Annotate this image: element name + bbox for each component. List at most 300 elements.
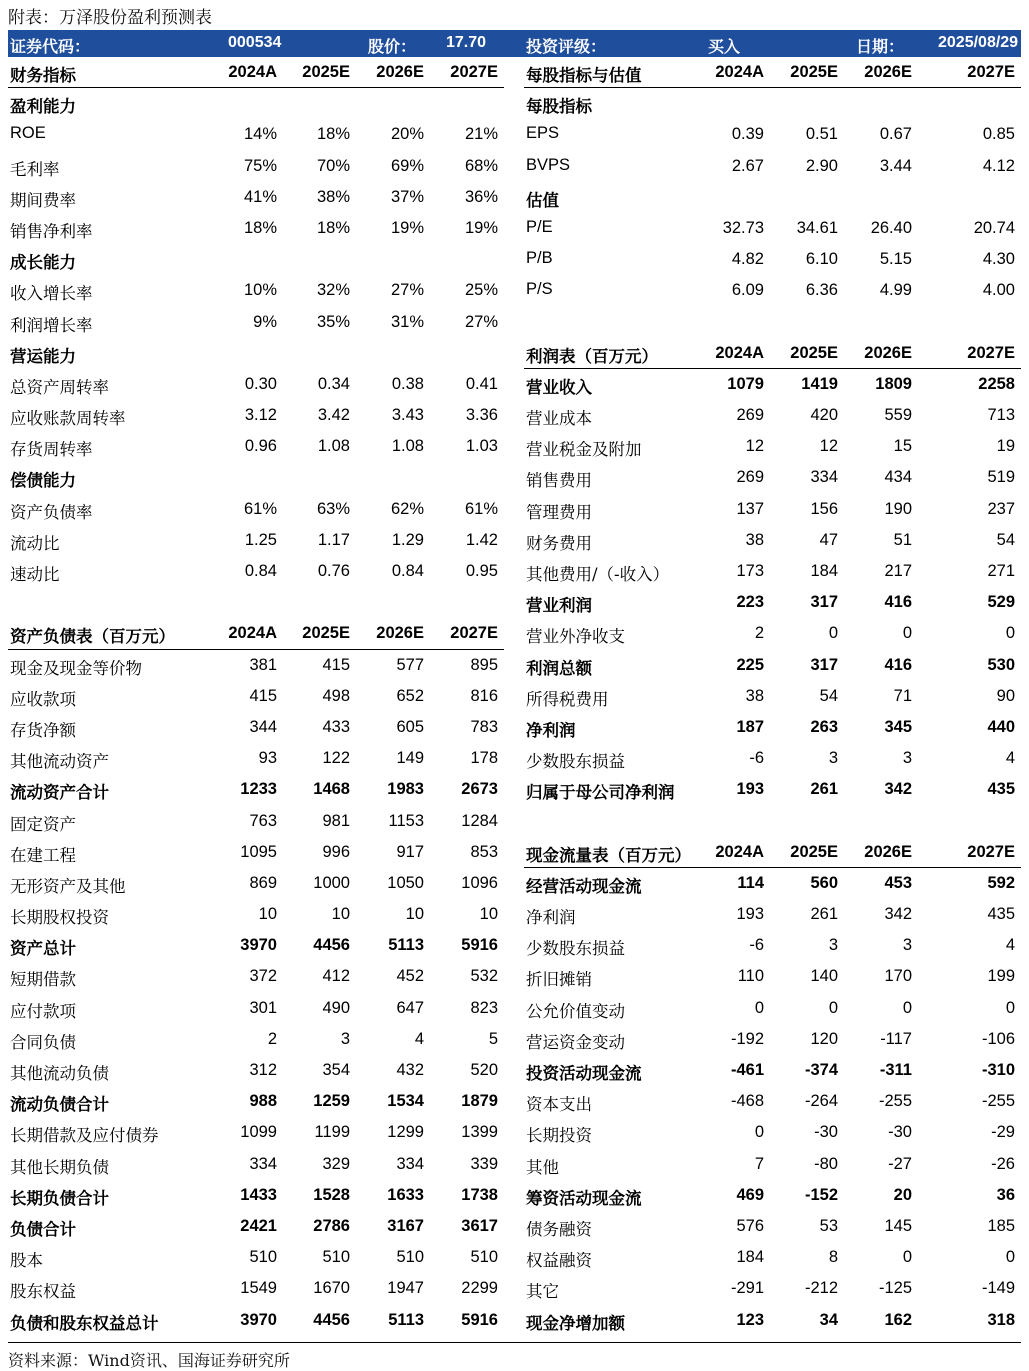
- left-table-column: [8, 57, 504, 1336]
- table-row: [8, 1305, 504, 1336]
- cell-value: 0.84: [391, 562, 424, 580]
- cell-value: 434: [884, 468, 912, 487]
- table-row: [8, 993, 504, 1024]
- table-row: [524, 369, 1021, 400]
- row-label: 其他长期负债: [10, 1157, 109, 1177]
- table-row: [524, 743, 1021, 774]
- cell-value: 981: [322, 811, 350, 830]
- cell-value: -6: [749, 749, 764, 768]
- cell-value: 2: [754, 624, 764, 643]
- table-row: [524, 774, 1021, 805]
- table-row: [8, 182, 504, 213]
- cell-value: 0.41: [465, 374, 498, 393]
- cell-value: 62%: [390, 499, 424, 518]
- cell-value: 2025E: [302, 63, 350, 81]
- cell-value: -26: [991, 1154, 1015, 1173]
- table-row: [8, 1242, 504, 1273]
- table-row: [8, 119, 504, 150]
- row-label: 股本: [10, 1251, 43, 1271]
- cell-value: 170: [884, 967, 912, 986]
- table-row: [8, 400, 504, 431]
- cell-value: -106: [981, 1029, 1015, 1048]
- cell-value: 317: [810, 593, 838, 612]
- table-row: [524, 961, 1021, 992]
- cell-value: 6.09: [731, 281, 764, 300]
- row-label: 财务指标: [10, 66, 76, 85]
- table-row: [524, 307, 1021, 338]
- row-label: 短期借款: [10, 970, 76, 990]
- cell-value: 532: [470, 967, 498, 986]
- cell-value: 12: [819, 437, 838, 456]
- row-label: 流动负债合计: [10, 1095, 109, 1115]
- row-label: 其他流动资产: [10, 752, 109, 772]
- row-label: 盈利能力: [10, 97, 76, 117]
- table-row: [8, 525, 504, 556]
- cell-value: 53: [819, 1216, 838, 1235]
- cell-value: 1670: [313, 1279, 350, 1298]
- cell-value: 20.74: [973, 218, 1015, 237]
- cell-value: 63%: [316, 499, 350, 518]
- cell-value: 123: [736, 1310, 764, 1329]
- cell-value: 312: [249, 1061, 277, 1079]
- row-label: 公允价值变动: [526, 1001, 625, 1021]
- cell-value: 3: [902, 936, 912, 955]
- price-label: 股价：: [368, 37, 417, 56]
- row-label: 其他费用/（-收入）: [526, 565, 670, 584]
- row-label: 归属于母公司净利润: [526, 783, 675, 803]
- table-row: [8, 275, 504, 306]
- cell-value: 263: [810, 717, 838, 736]
- cell-value: 988: [249, 1092, 277, 1111]
- table-row: [8, 1273, 504, 1304]
- row-label: 资产负债表（百万元）: [10, 627, 175, 647]
- table-row: [8, 151, 504, 182]
- cell-value: 605: [396, 717, 424, 736]
- table-row: [524, 400, 1021, 431]
- row-label: 在建工程: [10, 845, 76, 865]
- cell-value: -255: [878, 1092, 912, 1111]
- cell-value: 435: [987, 905, 1015, 924]
- row-label: 长期股权投资: [10, 908, 109, 928]
- row-label: 资产负债率: [10, 502, 93, 522]
- cell-value: 713: [987, 406, 1015, 425]
- cell-value: 47: [819, 530, 838, 549]
- date-label: 日期：: [856, 37, 905, 56]
- cell-value: 12: [745, 437, 764, 456]
- cell-value: 34.61: [796, 218, 838, 237]
- cell-value: 5.15: [879, 250, 912, 269]
- cell-value: 895: [470, 655, 498, 674]
- row-label: 其他流动负债: [10, 1064, 109, 1083]
- row-label: 应付款项: [10, 1001, 76, 1021]
- row-label: BVPS: [526, 155, 571, 174]
- table-header-row: [524, 338, 1021, 369]
- cell-value: 18%: [243, 218, 277, 237]
- cell-value: 25%: [464, 281, 498, 300]
- cell-value: -192: [730, 1029, 764, 1048]
- cell-value: 1050: [387, 873, 424, 892]
- table-row: [524, 1305, 1021, 1336]
- row-label: 少数股东损益: [526, 939, 625, 959]
- cell-value: 1284: [461, 811, 498, 830]
- cell-value: 70%: [316, 156, 350, 175]
- cell-value: 27%: [464, 312, 498, 331]
- cell-value: 20: [893, 1185, 912, 1204]
- cell-value: 122: [322, 749, 350, 768]
- cell-value: 4456: [313, 1310, 350, 1329]
- cell-value: 1233: [240, 780, 277, 799]
- cell-value: 19: [996, 437, 1015, 456]
- cell-value: 3.36: [465, 406, 498, 425]
- table-row: [524, 1149, 1021, 1180]
- row-label: 成长能力: [10, 253, 76, 273]
- row-label: 投资活动现金流: [526, 1064, 642, 1083]
- section-heading-row: [524, 88, 1021, 119]
- cell-value: 1419: [801, 374, 838, 393]
- cell-value: 18%: [316, 125, 350, 144]
- cell-value: 372: [249, 967, 277, 986]
- cell-value: 3: [828, 749, 838, 768]
- cell-value: 416: [884, 593, 912, 612]
- cell-value: 823: [470, 998, 498, 1017]
- cell-value: 1.03: [465, 437, 498, 456]
- table-row: [8, 961, 504, 992]
- row-label: 资产总计: [10, 939, 76, 959]
- row-label: 债务融资: [526, 1219, 592, 1239]
- cell-value: 647: [396, 998, 424, 1017]
- row-label: 固定资产: [10, 814, 76, 834]
- table-row: [524, 151, 1021, 182]
- row-label: 偿债能力: [10, 471, 76, 491]
- cell-value: -310: [981, 1061, 1015, 1079]
- table-row: [524, 1211, 1021, 1242]
- cell-value: 0: [902, 624, 912, 643]
- cell-value: 0.39: [731, 125, 764, 144]
- row-label: 营业税金及附加: [526, 440, 642, 460]
- cell-value: 75%: [243, 156, 277, 175]
- row-label: 收入增长率: [10, 284, 93, 304]
- section-heading-row: [8, 244, 504, 275]
- table-row: [8, 307, 504, 338]
- cell-value: 0: [902, 998, 912, 1017]
- table-row: [8, 650, 504, 681]
- cell-value: 110: [737, 967, 764, 986]
- cell-value: 2026E: [376, 624, 424, 643]
- cell-value: 1199: [314, 1123, 350, 1142]
- cell-value: 18%: [316, 218, 350, 237]
- row-label: 应收款项: [10, 689, 76, 709]
- cell-value: 440: [987, 717, 1015, 736]
- cell-value: 90: [996, 686, 1015, 705]
- row-label: 营业成本: [526, 409, 592, 429]
- table-row: [8, 1024, 504, 1055]
- cell-value: 1.25: [244, 530, 277, 549]
- cell-value: 4: [414, 1029, 424, 1048]
- cell-value: 334: [249, 1154, 277, 1173]
- cell-value: -311: [879, 1061, 912, 1079]
- row-label: 净利润: [526, 908, 576, 928]
- cell-value: 0: [1005, 1248, 1015, 1267]
- row-label: 股东权益: [10, 1282, 76, 1302]
- cell-value: 0: [902, 1248, 912, 1267]
- row-label: 毛利率: [10, 159, 60, 179]
- table-row: [524, 868, 1021, 899]
- cell-value: -152: [804, 1185, 838, 1204]
- cell-value: 34: [819, 1310, 838, 1329]
- cell-value: 520: [470, 1061, 498, 1079]
- cell-value: 184: [810, 562, 838, 580]
- cell-value: 3970: [240, 936, 277, 955]
- cell-value: 592: [987, 873, 1015, 892]
- cell-value: 1528: [313, 1185, 350, 1204]
- cell-value: 120: [810, 1029, 838, 1048]
- cell-value: 329: [322, 1154, 350, 1173]
- cell-value: 269: [736, 468, 764, 487]
- cell-value: 14%: [243, 125, 277, 144]
- row-label: 现金流量表（百万元）: [526, 845, 691, 865]
- table-row: [8, 213, 504, 244]
- table-header-row: [8, 618, 504, 649]
- cell-value: -125: [878, 1279, 912, 1298]
- cell-value: 2786: [313, 1216, 350, 1235]
- cell-value: 6.36: [805, 281, 838, 300]
- cell-value: -149: [981, 1279, 1015, 1298]
- cell-value: 269: [736, 406, 764, 425]
- cell-value: 2024A: [715, 842, 764, 861]
- table-row: [8, 899, 504, 930]
- cell-value: 10: [479, 905, 498, 924]
- cell-value: 1947: [387, 1279, 424, 1298]
- cell-value: 432: [396, 1061, 424, 1079]
- cell-value: 1738: [461, 1185, 498, 1204]
- cell-value: 2673: [461, 780, 498, 799]
- table-row: [8, 1149, 504, 1180]
- cell-value: 3167: [387, 1216, 424, 1235]
- table-header-row: [524, 57, 1021, 88]
- cell-value: 3.44: [879, 156, 912, 175]
- row-label: 速动比: [10, 565, 60, 584]
- cell-value: 6.10: [805, 250, 838, 269]
- row-label: 经营活动现金流: [526, 876, 642, 896]
- cell-value: 61%: [464, 499, 498, 518]
- cell-value: 560: [810, 873, 838, 892]
- cell-value: 10: [331, 905, 350, 924]
- row-label: 其他: [526, 1157, 559, 1177]
- cell-value: 0.38: [391, 374, 424, 393]
- cell-value: 5916: [461, 936, 498, 955]
- cell-value: 32%: [316, 281, 350, 300]
- cell-value: 415: [249, 686, 277, 705]
- row-label: 每股指标: [526, 97, 592, 117]
- cell-value: 345: [884, 717, 912, 736]
- cell-value: 19%: [464, 218, 498, 237]
- cell-value: 3.43: [391, 406, 424, 425]
- table-row: [524, 1086, 1021, 1117]
- row-label: 销售净利率: [10, 221, 93, 241]
- cell-value: 4.99: [879, 281, 912, 300]
- cell-value: 576: [736, 1216, 764, 1235]
- table-row: [8, 774, 504, 805]
- section-heading-row: [8, 338, 504, 369]
- cell-value: 199: [987, 967, 1015, 986]
- cell-value: 853: [470, 842, 498, 861]
- cell-value: 1809: [875, 374, 912, 393]
- row-label: 营业利润: [526, 596, 592, 616]
- row-label: 净利润: [526, 720, 576, 740]
- security-code-label: 证券代码：: [10, 37, 91, 56]
- cell-value: 519: [987, 468, 1015, 487]
- cell-value: 93: [258, 749, 277, 768]
- cell-value: 2024A: [228, 63, 277, 81]
- section-heading-row: [8, 88, 504, 119]
- cell-value: 510: [322, 1248, 350, 1267]
- right-table-column: [524, 57, 1021, 1336]
- cell-value: 1.17: [317, 530, 350, 549]
- row-label: 营运能力: [10, 346, 76, 366]
- cell-value: 4.00: [982, 281, 1015, 300]
- cell-value: 10%: [243, 281, 277, 300]
- table-row: [524, 244, 1021, 275]
- table-caption: 附表：万泽股份盈利预测表: [8, 8, 212, 28]
- row-label: 长期负债合计: [10, 1188, 109, 1208]
- table-row: [8, 1086, 504, 1117]
- cell-value: 490: [322, 998, 350, 1017]
- cell-value: 217: [884, 562, 912, 580]
- table-row: [8, 868, 504, 899]
- cell-value: 435: [987, 780, 1015, 799]
- row-label: 资本支出: [526, 1095, 592, 1115]
- row-label: 利润表（百万元）: [526, 346, 658, 366]
- section-heading-row: [8, 462, 504, 493]
- cell-value: 433: [322, 717, 350, 736]
- table-row: [524, 1273, 1021, 1304]
- cell-value: 1299: [387, 1123, 424, 1142]
- cell-value: 114: [737, 873, 764, 892]
- cell-value: 61%: [243, 499, 277, 518]
- cell-value: 2026E: [864, 63, 912, 81]
- cell-value: 5113: [388, 936, 424, 955]
- cell-value: 4: [1005, 936, 1015, 955]
- cell-value: 453: [884, 873, 912, 892]
- table-row: [8, 930, 504, 961]
- cell-value: 2025E: [790, 343, 838, 362]
- security-code: 000534: [228, 34, 282, 51]
- cell-value: 20%: [390, 125, 424, 144]
- cell-value: 339: [470, 1154, 498, 1173]
- cell-value: 869: [249, 873, 277, 892]
- source-note: 资料来源：Wind资讯、国海证券研究所: [8, 1351, 290, 1370]
- bottom-rule: [8, 1342, 1021, 1343]
- cell-value: 4.12: [982, 156, 1015, 175]
- cell-value: 1079: [727, 374, 764, 393]
- cell-value: 0: [1005, 624, 1015, 643]
- cell-value: 0.34: [317, 374, 350, 393]
- cell-value: -117: [880, 1029, 912, 1048]
- cell-value: 412: [322, 967, 350, 986]
- cell-value: 381: [249, 655, 277, 674]
- date-value: 2025/08/29: [938, 34, 1019, 51]
- cell-value: 2027E: [450, 624, 498, 643]
- cell-value: 0.84: [244, 562, 277, 580]
- cell-value: 415: [322, 655, 350, 674]
- cell-value: 5916: [461, 1310, 498, 1329]
- row-label: 现金及现金等价物: [10, 658, 142, 678]
- cell-value: 2024A: [715, 343, 764, 362]
- row-label: 其它: [526, 1282, 559, 1302]
- cell-value: 3.42: [317, 406, 350, 425]
- cell-value: 37%: [390, 187, 424, 206]
- table-row: [524, 1024, 1021, 1055]
- cell-value: 342: [884, 780, 912, 799]
- cell-value: 9%: [253, 312, 277, 331]
- cell-value: 1.29: [391, 530, 424, 549]
- cell-value: 577: [396, 655, 424, 674]
- cell-value: 2027E: [450, 63, 498, 81]
- cell-value: -264: [804, 1092, 838, 1111]
- cell-value: 187: [736, 717, 764, 736]
- cell-value: 0: [754, 998, 764, 1017]
- table-row: [8, 494, 504, 525]
- cell-value: 21%: [464, 125, 498, 144]
- table-header-row: [8, 57, 504, 88]
- cell-value: 1095: [240, 842, 277, 861]
- cell-value: 2025E: [302, 624, 350, 643]
- row-label: 总资产周转率: [10, 377, 109, 397]
- cell-value: 2027E: [967, 842, 1015, 861]
- table-row: [524, 1117, 1021, 1148]
- cell-value: 3970: [240, 1310, 277, 1329]
- table-row: [8, 587, 504, 618]
- cell-value: 178: [470, 749, 498, 768]
- cell-value: 4456: [313, 936, 350, 955]
- cell-value: 3.12: [244, 406, 277, 425]
- table-row: [524, 618, 1021, 649]
- cell-value: 54: [819, 686, 838, 705]
- table-row: [524, 650, 1021, 681]
- cell-value: 19%: [390, 218, 424, 237]
- cell-value: 3: [340, 1029, 350, 1048]
- cell-value: -80: [814, 1154, 838, 1173]
- cell-value: 334: [396, 1154, 424, 1173]
- row-label: 长期投资: [526, 1126, 592, 1146]
- cell-value: 4.30: [982, 250, 1015, 269]
- cell-value: 173: [736, 562, 764, 580]
- cell-value: 68%: [464, 156, 498, 175]
- cell-value: 2299: [461, 1279, 498, 1298]
- table-row: [8, 681, 504, 712]
- row-label: P/E: [526, 217, 553, 236]
- cell-value: 2421: [240, 1216, 277, 1235]
- cell-value: 2258: [978, 374, 1015, 393]
- cell-value: 2027E: [967, 343, 1015, 362]
- table-row: [8, 837, 504, 868]
- cell-value: 510: [249, 1248, 277, 1267]
- section-heading-row: [524, 182, 1021, 213]
- cell-value: 223: [736, 593, 764, 612]
- cell-value: 193: [736, 780, 764, 799]
- cell-value: 1468: [313, 780, 350, 799]
- row-label: 权益融资: [526, 1251, 592, 1271]
- row-label: 应收账款周转率: [10, 409, 126, 429]
- table-row: [524, 1055, 1021, 1086]
- row-label: 营业收入: [526, 377, 592, 397]
- cell-value: 193: [736, 905, 764, 924]
- cell-value: 140: [810, 967, 838, 986]
- cell-value: 1983: [387, 780, 424, 799]
- cell-value: 0: [828, 624, 838, 643]
- cell-value: 38: [745, 530, 764, 549]
- cell-value: 261: [810, 905, 838, 924]
